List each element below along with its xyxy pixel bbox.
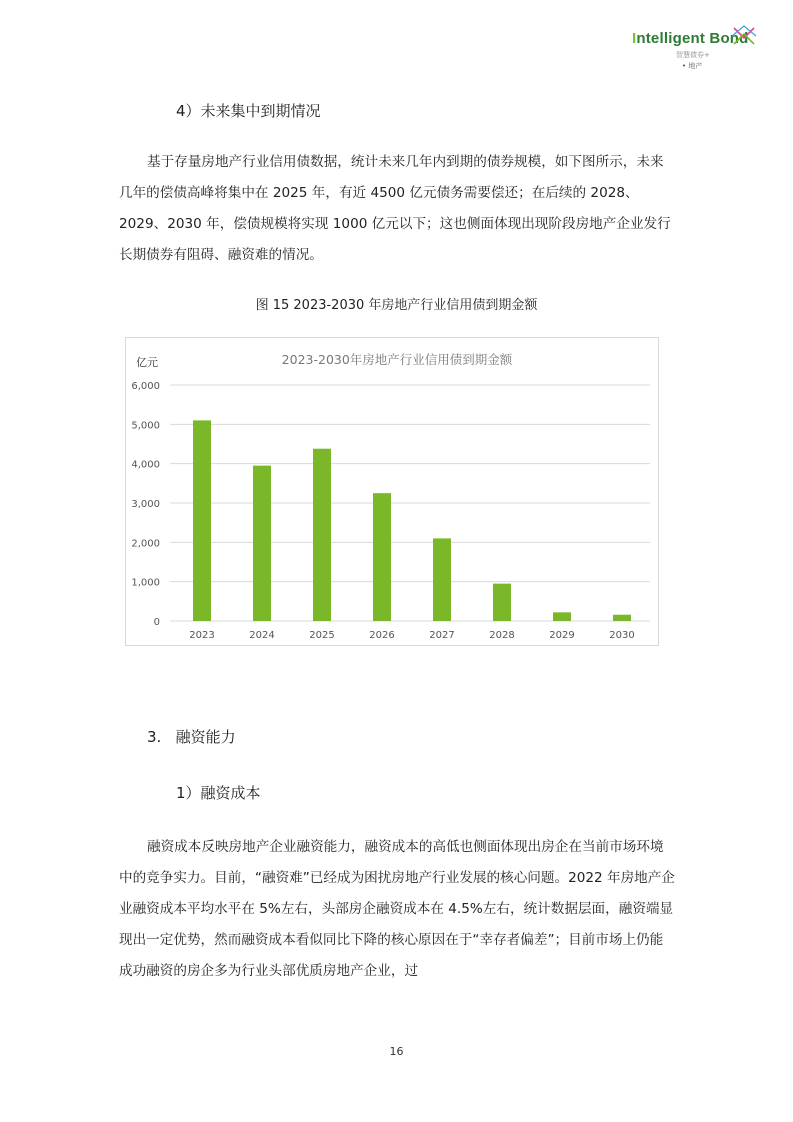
x-tick-label: 2030 — [609, 630, 635, 641]
figure-caption: 图 15 2023-2030 年房地产行业信用债到期金额 — [255, 298, 538, 313]
logo-text-main: ntelligent Bond — [636, 30, 749, 47]
y-tick-label: 4,000 — [131, 459, 160, 471]
bar-2025 — [313, 449, 331, 621]
bar-2028 — [493, 584, 511, 621]
x-tick-label: 2028 — [489, 630, 515, 641]
section-heading-financing-cost: 1）融资成本 — [176, 784, 261, 802]
section-heading-financing-capability: 3. 融资能力 — [147, 728, 236, 746]
paragraph-future-maturity: 基于存量房地产行业信用债数据，统计未来几年内到期的债券规模，如下图所示，未来几年的偿债高峰将集中在 2025 年，有近 4500 亿元债务需要偿还；在后续的 2028、2029、2030 年，偿债规模将实现 1000 亿元以下；这也侧面体现出现阶段房地产企业发行长期债券有阻碍、融资难的情况。 — [119, 154, 671, 263]
x-tick-label: 2026 — [369, 630, 395, 641]
bar-2029 — [553, 612, 571, 621]
bar-chart — [125, 337, 659, 646]
bar-2026 — [373, 493, 391, 621]
page-number: 16 — [389, 1045, 404, 1058]
chart-y-axis-label: 亿元 — [136, 356, 158, 369]
section-heading-future-maturity: 4）未来集中到期情况 — [176, 102, 321, 120]
logo-mark-icon — [730, 24, 758, 48]
y-tick-label: 6,000 — [131, 381, 160, 392]
y-tick-label: 1,000 — [131, 577, 160, 589]
y-tick-label: 3,000 — [131, 499, 160, 510]
x-tick-label: 2023 — [189, 630, 215, 641]
x-tick-label: 2027 — [429, 630, 455, 641]
bar-chart-svg — [126, 338, 658, 645]
y-tick-label: 0 — [153, 617, 160, 628]
x-tick-label: 2024 — [249, 630, 275, 641]
paragraph-financing-cost: 融资成本反映房地产企业融资能力，融资成本的高低也侧面体现出房企在当前市场环境中的竞争实力。目前，“融资难”已经成为困扰房地产行业发展的核心问题。2022 年房地产企业融资成本平均水平在 5%左右，头部房企融资成本在 4.5%左右，统计数据层面，融资端显现出一定优势，然而融资成本看似同比下降的核心原因在于“幸存者偏差”；目前市场上仍能成功融资的房企多为行业头部优质房地产企业，过 — [119, 839, 675, 979]
bar-2023 — [193, 420, 211, 621]
bar-2030 — [613, 615, 631, 621]
logo — [632, 28, 762, 74]
y-tick-label: 2,000 — [131, 538, 160, 550]
x-tick-label: 2025 — [309, 630, 335, 641]
logo-text: Intelligent Bond — [632, 30, 749, 47]
bar-2027 — [433, 538, 451, 621]
bar-2024 — [253, 466, 271, 621]
x-tick-label: 2029 — [549, 630, 575, 641]
y-tick-label: 5,000 — [131, 420, 160, 432]
chart-title: 2023-2030年房地产行业信用债到期金额 — [281, 352, 513, 367]
logo-subtitle: 智慧债券+ — [676, 51, 710, 59]
logo-subtitle-2: • 地产 — [682, 62, 703, 70]
